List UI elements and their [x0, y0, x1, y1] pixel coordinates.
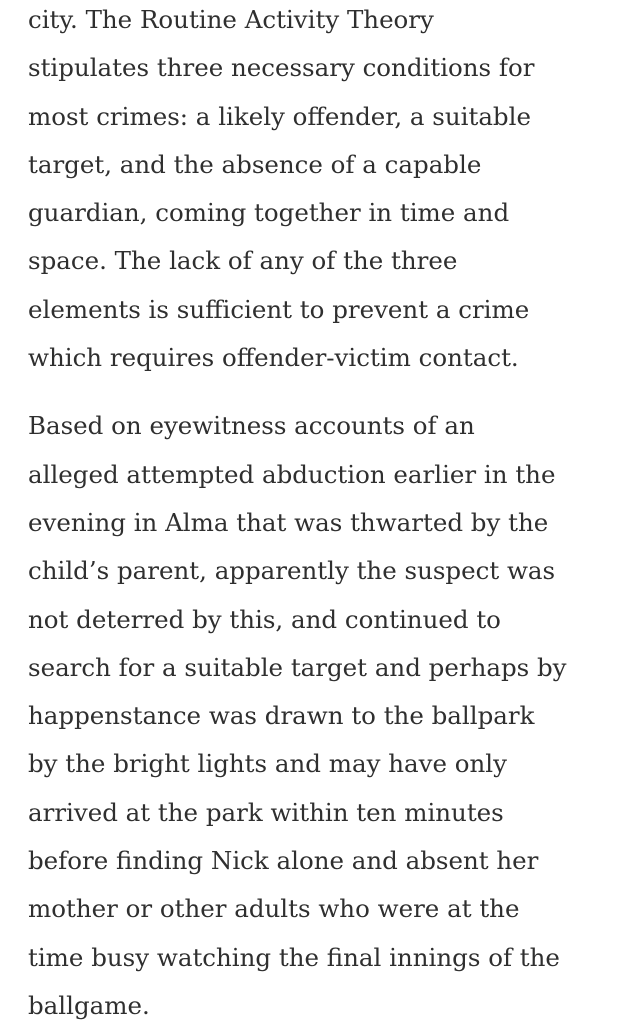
text-line: which requires offender-victim contact.	[28, 343, 519, 373]
paragraph-routine-activity-theory	[28, 0, 603, 382]
text-line: target, and the absence of a capable	[28, 149, 482, 179]
text-line: city. The Routine Activity Theory	[28, 5, 434, 34]
text-line: stipulates three necessary conditions for	[28, 53, 535, 83]
text-line: child’s parent, apparently the suspect was	[28, 556, 556, 586]
text-line: elements is sufficient to prevent a crime	[28, 294, 530, 324]
text-line: guardian, coming together in time and	[28, 198, 510, 228]
text-line: search for a suitable target and perhaps by	[28, 652, 567, 682]
text-line: space. The lack of any of the three	[28, 246, 458, 276]
text-line: by the bright lights and may have only	[28, 749, 507, 779]
text-line: before finding Nick alone and absent her	[28, 846, 539, 876]
text-line: evening in Alma that was thwarted by the	[28, 507, 549, 537]
paragraph-eyewitness-accounts	[28, 402, 603, 1030]
text-line: alleged attempted abduction earlier in the	[28, 459, 556, 489]
text-line: time busy watching the final innings of the	[28, 942, 560, 972]
text-line: not deterred by this, and continued to	[28, 604, 501, 634]
text-line: mother or other adults who were at the	[28, 894, 520, 924]
text-line: Based on eyewitness accounts of an	[28, 411, 475, 441]
text-line: most crimes: a likely offender, a suitable	[28, 101, 531, 131]
text-line: arrived at the park within ten minutes	[28, 797, 504, 827]
text-line: ballgame.	[28, 990, 150, 1020]
article-body	[28, 0, 603, 1030]
text-line: happenstance was drawn to the ballpark	[28, 701, 535, 731]
